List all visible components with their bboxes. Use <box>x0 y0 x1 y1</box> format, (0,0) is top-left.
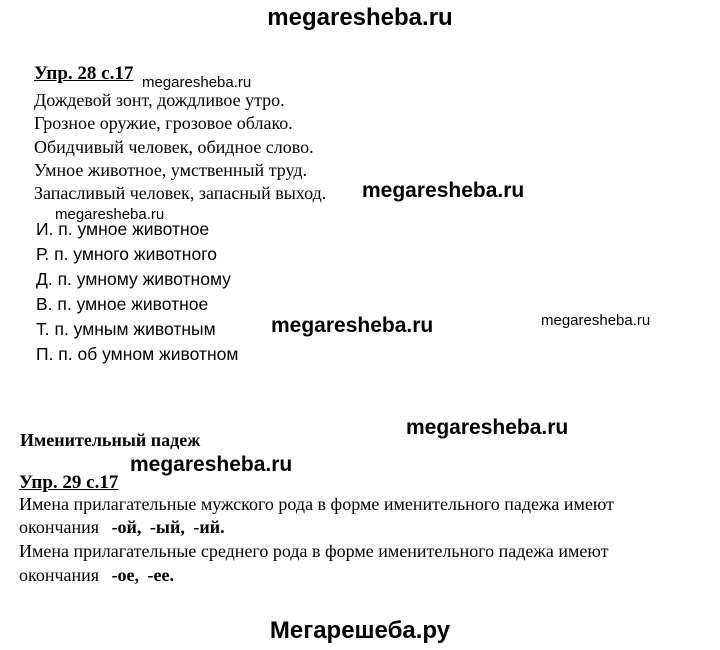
rule-text-line: Имена прилагательные мужского рода в форме именительного падежа имеют <box>19 494 615 514</box>
word-pair-line: Грозное оружие, грозовое облако. <box>34 113 293 133</box>
word-pair-line: Дождевой зонт, дождливое утро. <box>34 90 285 110</box>
word-pair-line: Запасливый человек, запасный выход. <box>34 183 327 203</box>
section-title: Именительный падеж <box>20 430 201 450</box>
watermark-bold: megaresheba.ru <box>362 179 525 202</box>
rule-text-line: Имена прилагательные среднего рода в форме именительного падежа имеют <box>19 541 609 561</box>
watermark-bold: megaresheba.ru <box>271 314 434 337</box>
case-form-line: Т. п. умным животным <box>36 319 216 339</box>
header-watermark: megaresheba.ru <box>267 4 453 31</box>
masculine-endings: -ой, -ый, -ий. <box>111 517 225 537</box>
case-form-line: Р. п. умного животного <box>36 244 217 264</box>
neuter-endings: -ое, -ее. <box>111 565 175 585</box>
word-pair-line: Умное животное, умственный труд. <box>34 160 308 180</box>
watermark-bold: megaresheba.ru <box>406 416 569 439</box>
watermark-small: megaresheba.ru <box>142 74 252 91</box>
exercise-29-title: Упр. 29 с.17 <box>19 472 119 493</box>
case-form-line: Д. п. умному животному <box>36 269 231 289</box>
case-form-line: П. п. об умном животном <box>36 344 239 364</box>
watermark-bold: megaresheba.ru <box>130 453 293 476</box>
rule-prefix: окончания <box>19 517 100 537</box>
watermark-small: megaresheba.ru <box>55 206 165 223</box>
watermark-small: megaresheba.ru <box>541 312 651 329</box>
word-pair-line: Обидчивый человек, обидное слово. <box>34 137 314 157</box>
case-form-line: И. п. умное животное <box>36 219 210 239</box>
rule-text-line <box>19 565 174 586</box>
rule-prefix: окончания <box>19 565 100 585</box>
case-form-line: В. п. умное животное <box>36 294 209 314</box>
exercise-28-title: Упр. 28 с.17 <box>34 63 134 84</box>
footer-watermark: Мегарешеба.ру <box>269 617 451 644</box>
rule-text-line <box>19 517 225 538</box>
